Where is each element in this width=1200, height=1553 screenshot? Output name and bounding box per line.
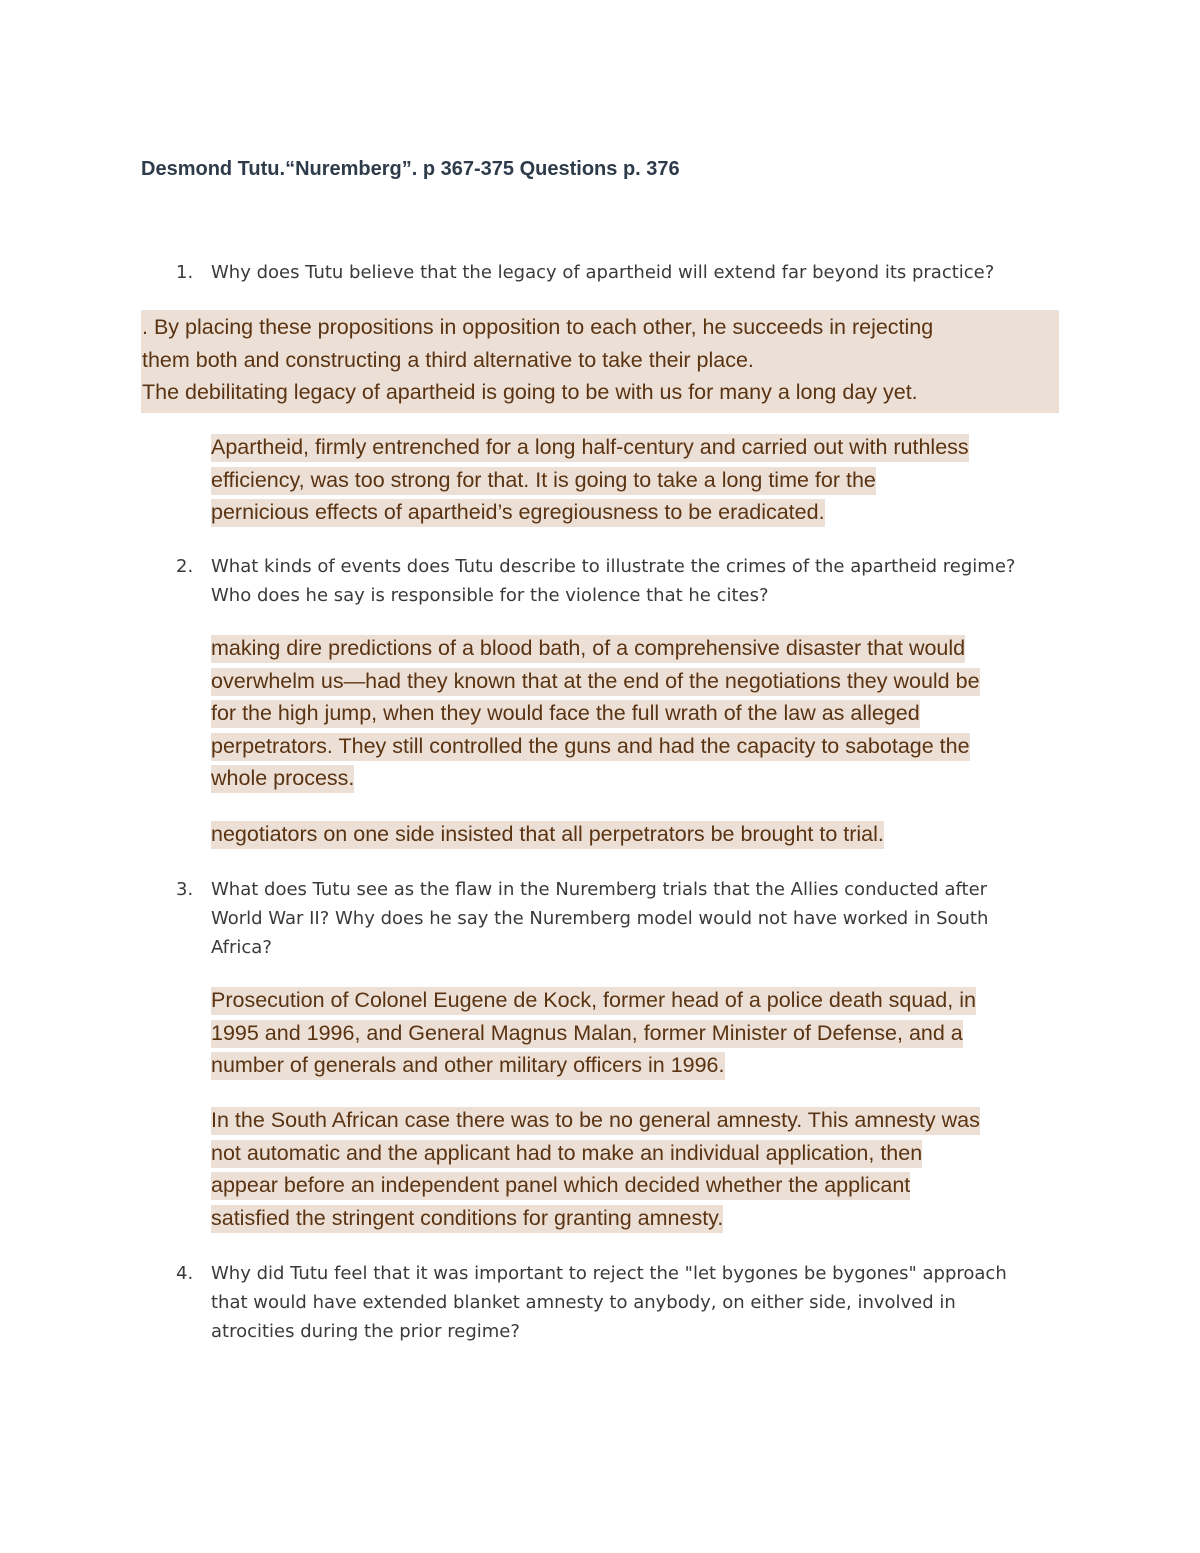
answer-line: pernicious effects of apartheid’s egregiousness to be eradicated.	[211, 499, 825, 527]
document-title: Desmond Tutu.“Nuremberg”. p 367-375 Questions p. 376	[141, 158, 680, 180]
question-line: World War II? Why does he say the Nuremberg model would not have worked in South	[211, 908, 989, 929]
answer-line: Prosecution of Colonel Eugene de Kock, former head of a police death squad, in	[211, 987, 976, 1015]
answer-line: efficiency, was too strong for that. It is going to take a long time for the	[211, 467, 876, 495]
answer-line: appear before an independent panel which decided whether the applicant	[211, 1172, 910, 1200]
answer-1-quote	[211, 431, 969, 529]
answer-3-quote-1	[211, 984, 976, 1082]
question-number: 3.	[176, 879, 194, 900]
question-line: Why does Tutu believe that the legacy of apartheid will extend far beyond its practice?	[211, 262, 995, 283]
answer-1-block	[142, 311, 1057, 409]
answer-line: . By placing these propositions in opposition to each other, he succeeds in rejecting	[142, 315, 934, 339]
answer-line: for the high jump, when they would face the full wrath of the law as alleged	[211, 700, 920, 728]
answer-line: whole process.	[211, 765, 354, 793]
question-line: Africa?	[211, 937, 272, 958]
answer-3-quote-2	[211, 1104, 980, 1234]
question-line: What kinds of events does Tutu describe to illustrate the crimes of the apartheid regime?	[211, 556, 1016, 577]
question-number: 2.	[176, 556, 194, 577]
answer-line: In the South African case there was to be no general amnesty. This amnesty was	[211, 1107, 980, 1135]
question-text	[211, 875, 1066, 962]
answer-line: perpetrators. They still controlled the guns and had the capacity to sabotage the	[211, 733, 970, 761]
answer-line: them both and constructing a third alternative to take their place.	[142, 347, 754, 372]
answer-2-quote-2	[211, 818, 884, 851]
answer-2-quote-1	[211, 632, 980, 795]
answer-line: not automatic and the applicant had to make an individual application, then	[211, 1140, 922, 1168]
answer-line: negotiators on one side insisted that all perpetrators be brought to trial.	[211, 821, 884, 849]
question-text	[211, 258, 1066, 287]
question-line: Why did Tutu feel that it was important to reject the "let bygones be bygones" approach	[211, 1263, 1007, 1284]
question-line: that would have extended blanket amnesty to anybody, on either side, involved in	[211, 1292, 956, 1313]
question-number: 1.	[176, 262, 194, 283]
question-number: 4.	[176, 1263, 194, 1284]
answer-line: 1995 and 1996, and General Magnus Malan, former Minister of Defense, and a	[211, 1020, 963, 1048]
question-text	[211, 552, 1066, 610]
answer-line: making dire predictions of a blood bath, of a comprehensive disaster that would	[211, 635, 965, 663]
question-line: Who does he say is responsible for the violence that he cites?	[211, 585, 769, 606]
answer-line: satisfied the stringent conditions for granting amnesty.	[211, 1205, 723, 1233]
answer-line: The debilitating legacy of apartheid is going to be with us for many a long day yet.	[142, 380, 918, 404]
answer-line: overwhelm us—had they known that at the end of the negotiations they would be	[211, 668, 980, 696]
question-text	[211, 1259, 1066, 1346]
question-line: atrocities during the prior regime?	[211, 1321, 520, 1342]
answer-line: Apartheid, firmly entrenched for a long half-century and carried out with ruthless	[211, 434, 969, 462]
question-line: What does Tutu see as the flaw in the Nuremberg trials that the Allies conducted after	[211, 879, 988, 900]
answer-line: number of generals and other military officers in 1996.	[211, 1052, 725, 1080]
